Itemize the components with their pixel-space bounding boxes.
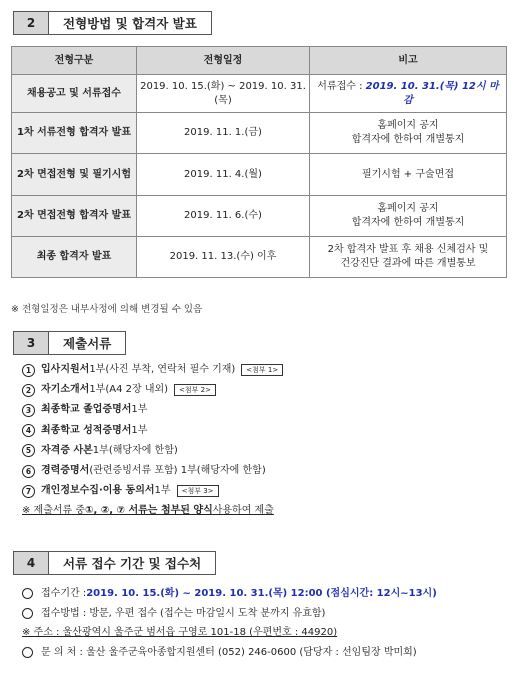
contact-text: 문 의 처 : 울산 울주군육아종합지원센터 (052) 246-0600 (담당자 : 선임팀장 박미희) xyxy=(41,646,417,658)
section-number: 4 xyxy=(13,551,49,575)
docs-note xyxy=(22,501,283,521)
section-2-header xyxy=(13,11,212,35)
section-number: 3 xyxy=(13,331,49,355)
section-3-header xyxy=(13,331,126,355)
step-cell: 최종 합격자 발표 xyxy=(12,237,137,278)
note-cell xyxy=(310,237,507,278)
table-row xyxy=(12,154,507,196)
note-cell xyxy=(310,113,507,154)
docs-note-emphasis: ①, ②, ⑦ 서류는 첨부된 양식 xyxy=(85,505,213,517)
item-number: 4 xyxy=(22,424,35,437)
note-line: 2차 합격자 발표 후 채용 신체검사 및 xyxy=(327,244,489,255)
doc-desc: 1부(A4 2장 내외) xyxy=(89,384,169,396)
section-title: 제출서류 xyxy=(49,331,126,355)
section-4-header xyxy=(13,551,216,575)
note-text: 서류접수 : xyxy=(317,80,366,92)
table-header-row xyxy=(12,47,507,75)
list-item xyxy=(22,360,283,380)
item-number: 2 xyxy=(22,384,35,397)
item-number: 1 xyxy=(22,364,35,377)
item-number: 7 xyxy=(22,485,35,498)
list-item xyxy=(22,481,283,501)
step-cell: 2차 면접전형 합격자 발표 xyxy=(12,196,137,237)
schedule-table xyxy=(11,46,507,278)
column-header: 전형구분 xyxy=(12,47,137,75)
deadline-highlight: 2019. 10. 31.(목) 12시 마감 xyxy=(365,80,499,106)
step-cell: 채용공고 및 서류접수 xyxy=(12,75,137,113)
doc-name: 자격증 사본 xyxy=(41,444,93,456)
section-number: 2 xyxy=(13,11,49,35)
table-row xyxy=(12,237,507,278)
bullet-circle-icon xyxy=(22,647,33,658)
attachment-tag: <첨부 3> xyxy=(177,485,219,497)
period-value: 2019. 10. 15.(화) ~ 2019. 10. 31.(목) 12:00 (점심시간: 12시~13시) xyxy=(86,588,437,599)
attachment-tag: <첨부 2> xyxy=(174,384,216,396)
table-row xyxy=(12,75,507,113)
bullet-circle-icon xyxy=(22,608,33,619)
note-line: 건강진단 결과에 따른 개별통보 xyxy=(340,258,476,269)
item-number: 6 xyxy=(22,465,35,478)
doc-name: 입사지원서 xyxy=(41,364,90,375)
note-cell xyxy=(310,75,507,113)
note-line: 홈페이지 공지 xyxy=(377,120,439,131)
doc-name: 자기소개서 xyxy=(41,384,90,396)
list-item xyxy=(22,604,437,624)
doc-desc: (관련증빙서류 포함) 1부(해당자에 한함) xyxy=(89,465,266,477)
list-item xyxy=(22,584,437,604)
column-header: 전형일정 xyxy=(137,47,310,75)
doc-desc: 1부 xyxy=(131,404,148,416)
list-item xyxy=(22,421,283,441)
item-number: 5 xyxy=(22,444,35,457)
date-cell: 2019. 11. 4.(월) xyxy=(137,154,310,196)
note-line: 홈페이지 공지 xyxy=(377,203,439,214)
docs-note-text: 사용하여 제출 xyxy=(212,505,274,517)
date-cell: 2019. 11. 6.(수) xyxy=(137,196,310,237)
doc-name: 최종학교 성적증명서 xyxy=(41,424,132,436)
section-title: 전형방법 및 합격자 발표 xyxy=(49,11,212,35)
note-cell xyxy=(310,196,507,237)
doc-name: 경력증명서 xyxy=(41,465,90,477)
date-cell: 2019. 11. 1.(금) xyxy=(137,113,310,154)
section-title: 서류 접수 기간 및 접수처 xyxy=(49,551,216,575)
docs-note-text: ※ 제출서류 중 xyxy=(22,505,86,517)
note-line: 합격자에 한하여 개별통지 xyxy=(351,134,465,145)
doc-name: 개인정보수집·이용 동의서 xyxy=(41,485,155,497)
schedule-note: ※ 전형일정은 내부사정에 의해 변경될 수 있음 xyxy=(11,304,203,315)
submission-info xyxy=(22,584,437,662)
list-item xyxy=(22,441,283,461)
method-text: 접수방법 : 방문, 우편 접수 (접수는 마감일시 도착 분까지 유효함) xyxy=(41,607,326,619)
date-cell: 2019. 11. 13.(수) 이후 xyxy=(137,237,310,278)
bullet-circle-icon xyxy=(22,588,33,599)
doc-name: 최종학교 졸업증명서 xyxy=(41,404,132,416)
list-item xyxy=(22,623,437,643)
column-header: 비고 xyxy=(310,47,507,75)
period-label: 접수기간 : xyxy=(41,588,87,599)
list-item xyxy=(22,400,283,420)
doc-desc: 1부 xyxy=(131,424,148,436)
doc-desc: 1부(사진 부착, 연락처 필수 기재) xyxy=(89,364,236,375)
doc-desc: 1부(해당자에 한함) xyxy=(92,444,178,456)
step-cell: 1차 서류전형 합격자 발표 xyxy=(12,113,137,154)
document-list xyxy=(22,360,283,522)
list-item xyxy=(22,461,283,481)
table-row xyxy=(12,196,507,237)
date-cell: 2019. 10. 15.(화) ~ 2019. 10. 31.(목) xyxy=(137,75,310,113)
note-line: 합격자에 한하여 개별통지 xyxy=(351,217,465,228)
item-number: 3 xyxy=(22,404,35,417)
list-item xyxy=(22,643,437,663)
step-cell: 2차 면접전형 및 필기시험 xyxy=(12,154,137,196)
note-cell: 필기시험 + 구술면접 xyxy=(310,154,507,196)
list-item xyxy=(22,380,283,400)
table-row xyxy=(12,113,507,154)
doc-desc: 1부 xyxy=(154,485,171,497)
attachment-tag: <첨부 1> xyxy=(241,364,283,376)
address-text: ※ 주소 : 울산광역시 울주군 범서읍 구영로 101-18 (우편번호 : 44920) xyxy=(22,627,338,638)
